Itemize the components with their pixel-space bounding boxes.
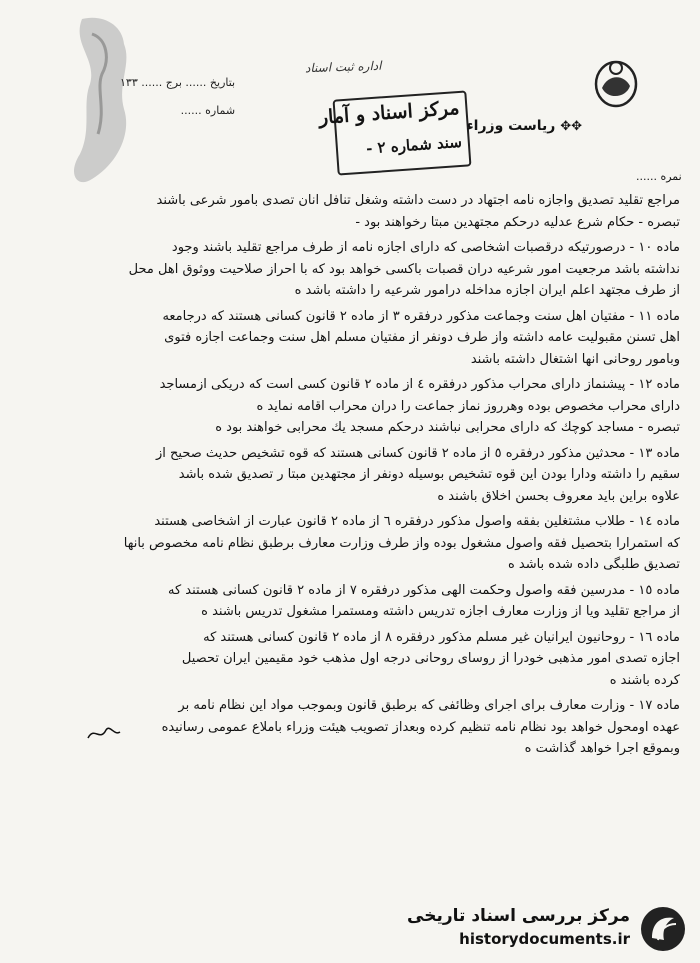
date-fields — [120, 76, 235, 132]
date-label: بتاريخ ...... برج ...... ۱۳۳ — [120, 76, 236, 89]
handwritten-mark — [84, 722, 124, 744]
body-line: كه استمرارا بتحصيل فقه واصول مشغول بوده واز طرف وزارت معارف برطبق نظام نامه مخصوص بانها — [123, 535, 680, 551]
archive-stamp-label: اداره ثبت اسناد — [304, 58, 382, 76]
body-line: اجازه تصدى امور مذهبى خودرا از روساى روحانى درجه اول مذهب خود مقيمين ايران تحصيل — [181, 651, 680, 666]
stamp-title: مرکز اسناد و آمار — [318, 96, 461, 129]
number-label: شماره ...... — [180, 104, 236, 117]
body-line: ماده ۱٦ - روحانيون ايرانيان غير مسلم مذكور درفقره ۸ از ماده ۲ قانون كسانى هستند كه — [203, 629, 680, 645]
body-line: عهده اومحول خواهد بود نظام نامه تنظيم كرده وبعداز تصويب هيئت وزراء باملاع عمومى رسانيده — [161, 719, 680, 735]
body-line: ماده ۱٥ - مدرسين فقه واصول وحكمت الهى مذكور درفقره ۷ از ماده ۲ قانون كسانى هستند كه — [168, 582, 680, 598]
letterhead-title: ریاست وزراء — [466, 118, 556, 134]
stamp-document-number: سند شماره ۲ - — [365, 132, 463, 158]
body-line: وبموقع اجرا خواهد گذاشت ه — [524, 741, 680, 756]
body-line: ماده ۱۲ - پيشنماز داراى محراب مذكور درفقره ٤ از ماده ۲ قانون كسى است كه دريكى ازمساجد — [159, 377, 680, 392]
body-line: مراجع تقليد تصديق واجازه نامه اجتهاد در دست داشته وشغل تنافل انان تصدى بامور شرعى باشند — [156, 193, 680, 208]
body-line: ماده ۱٤ - طلاب مشتغلين بفقه واصول مذكور درفقره ٦ از ماده ۲ قانون عبارت از اشخاصى هستند — [154, 514, 680, 529]
government-seal-icon — [590, 54, 642, 112]
reference-number: نمره ...... — [636, 170, 682, 183]
body-line: علاوه براين بايد معروف بحسن اخلاق باشند ه — [437, 488, 680, 504]
body-line: نداشته باشد مرجعيت امور شرعيه دران قصبات باكسى خواهد بود كه با احراز صلاحيت ووثوق اهل محل — [128, 261, 680, 277]
body-line: ماده ۱۰ - درصورتيكه درقصبات اشخاصى كه داراى اجازه نامه از طرف مراجع تقليد باشند وجود — [171, 240, 680, 255]
archive-logo-icon — [638, 904, 688, 954]
footer-url[interactable]: historydocuments.ir — [459, 930, 630, 948]
body-line: داراى محراب مخصوص بوده وهرروز نماز جماعت را دران محراب اقامه نمايد ه — [256, 398, 680, 414]
letterhead — [467, 118, 582, 134]
body-line: تصديق طلبگى داده شده باشد ه — [507, 557, 680, 572]
body-line: ماده ۱۷ - وزارت معارف براى اجراى وظائفى كه برطبق قانون وبموجب مواد اين نظام نامه بر — [178, 698, 680, 713]
body-line: سقيم را داشته ودارا بودن اين قوه تشخيص بوسيله دونفر از مجتهدين مبتا ر تصديق شده باشد — [178, 467, 680, 482]
body-line: اهل تسنن مقبوليت عامه داشته واز طرف دونفر از مفتيان مسلم اهل سنت وجماعت اجازه فتوى — [164, 330, 680, 345]
footer-title: مرکز بررسی اسناد تاریخی — [407, 906, 630, 926]
body-line: از مراجع تقليد ويا از وزارت معارف اجازه تدريس داشته ومستمرا مشغول تدريس باشند ه — [201, 604, 680, 619]
body-line: تبصره - مساجد كوچك كه داراى محرابى نباشند درحكم مسجد يك محرابى خواهند بود ه — [215, 420, 680, 435]
ornament-icon: ✥✥ — [560, 119, 582, 134]
body-line: تبصره - حكام شرع عدليه درحكم مجتهدين مبتا رخواهند بود - — [355, 214, 680, 230]
body-line: وبامور روحانى انها اشتغال داشته باشند — [470, 351, 680, 367]
body-line: ماده ۱۳ - محدثين مذكور درفقره ٥ از ماده ۲ قانون كسانى هستند كه قوه تشخيص حديث صحيح از — [155, 445, 680, 461]
document-body — [24, 190, 680, 760]
body-line: ماده ۱۱ - مفتيان اهل سنت وجماعت مذكور درفقره ۳ از ماده ۲ قانون كسانى هستند كه درجامعه — [162, 308, 680, 324]
body-line: كرده باشند ه — [609, 672, 680, 688]
body-line: از طرف مجتهد اعلم ايران اجازه مداخله درامور شرعيه را داشته باشد ه — [294, 283, 680, 298]
archive-stamp — [318, 90, 472, 175]
